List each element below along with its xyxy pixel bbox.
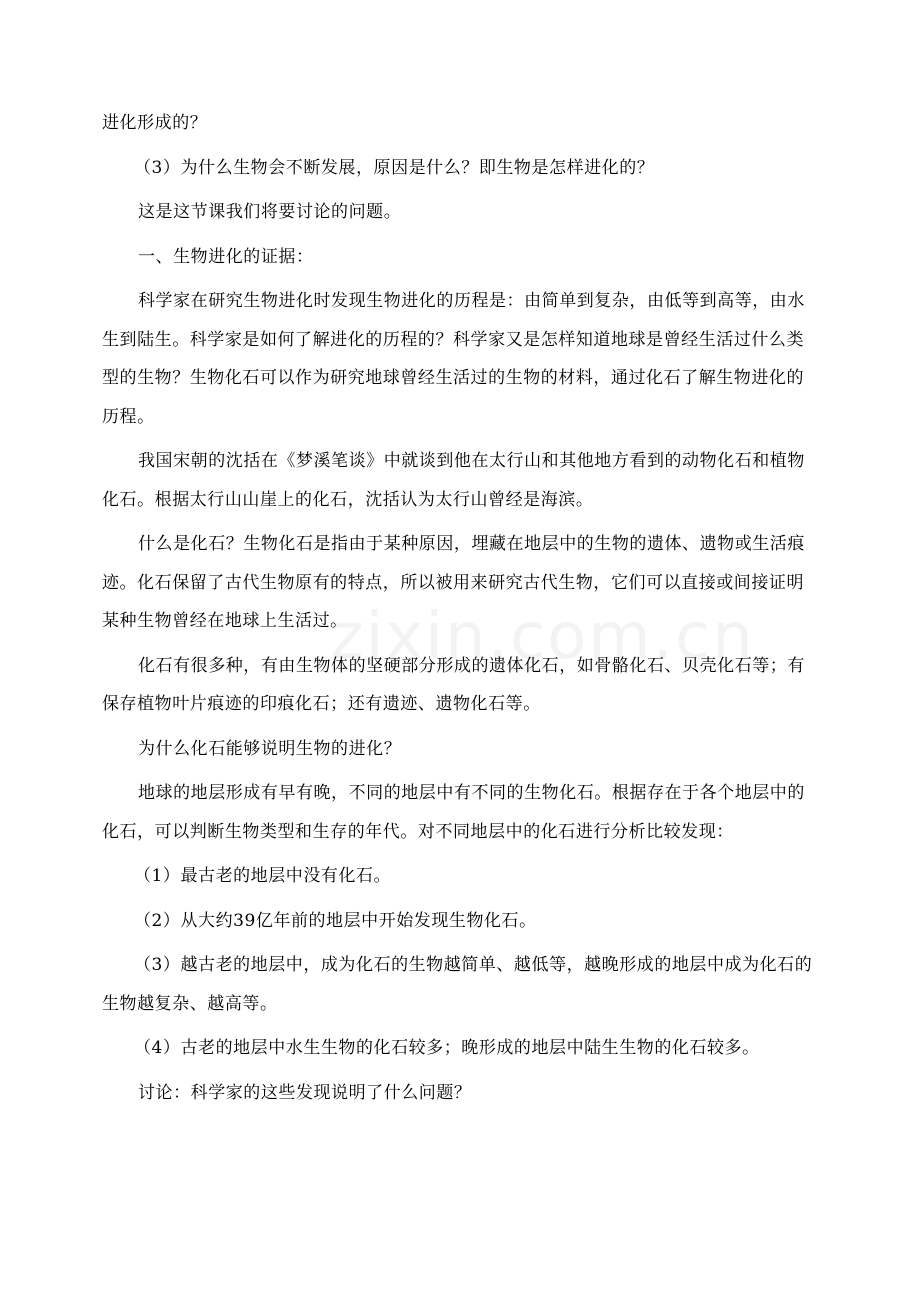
paragraph-fossil-types: 化石有很多种，有由生物体的坚硬部分形成的遗体化石，如骨骼化石、贝壳化石等；有保存植物叶片痕迹的印痕化石；还有遗迹、遗物化石等。 xyxy=(102,655,805,714)
paragraph-intro: 这是这节课我们将要讨论的问题。 xyxy=(138,202,402,222)
document-body xyxy=(102,104,820,1112)
paragraph-strata: 地球的地层形成有早有晚，不同的地层中有不同的生物化石。根据存在于各个地层中的化石，可以判断生物类型和生存的年代。对不同地层中的化石进行分析比较发现： xyxy=(102,783,805,842)
paragraph-evolution-history: 科学家在研究生物进化时发现生物进化的历程是：由简单到复杂，由低等到高等，由水生到陆生。科学家是如何了解进化的历程的？科学家又是怎样知道地球是曾经生活过什么类型的生物？生物化石可以作为研究地球曾经生活过的生物的材料，通过化石了解生物进化的历程。 xyxy=(102,291,805,427)
paragraph-question-why-fossils: 为什么化石能够说明生物的进化？ xyxy=(138,738,402,759)
finding-4: （4）古老的地层中水生生物的化石较多；晚形成的地层中陆生生物的化石较多。 xyxy=(134,1038,760,1058)
finding-2: （2）从大约39亿年前的地层中开始发现生物化石。 xyxy=(134,910,537,931)
finding-1: （1）最古老的地层中没有化石。 xyxy=(134,866,392,886)
paragraph-shen-kuo: 我国宋朝的沈括在《梦溪笔谈》中就谈到他在太行山和其他地方看到的动物化石和植物化石。根据太行山山崖上的化石，沈括认为太行山曾经是海滨。 xyxy=(102,451,805,510)
paragraph-question-3: （3）为什么生物会不断发展，原因是什么？即生物是怎样进化的？ xyxy=(134,157,655,178)
section-heading-evidence: 一、生物进化的证据： xyxy=(138,246,314,267)
paragraph-fossil-definition: 什么是化石？生物化石是指由于某种原因，埋藏在地层中的生物的遗体、遗物或生活痕迹。化石保留了古代生物原有的特点，所以被用来研究古代生物，它们可以直接或间接证明某种生物曾经在地球上生活过。 xyxy=(102,534,805,631)
paragraph-discussion: 讨论：科学家的这些发现说明了什么问题？ xyxy=(138,1082,472,1103)
paragraph-continuation: 进化形成的？ xyxy=(102,113,208,133)
finding-3: （3）越古老的地层中，成为化石的生物越简单、越低等，越晚形成的地层中成为化石的生物越复杂、越高等。 xyxy=(102,955,813,1014)
